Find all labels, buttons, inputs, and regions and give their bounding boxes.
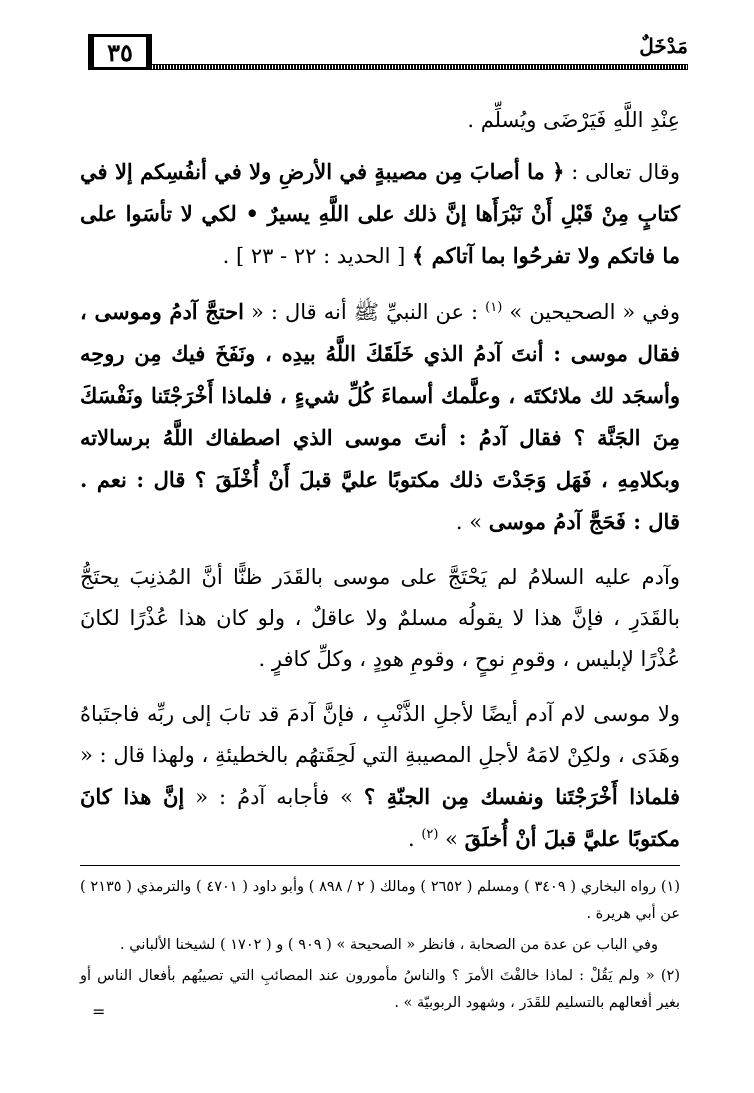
paragraph [80,291,680,543]
paragraph [80,100,680,141]
footnote-2: (٢) « ولم يَقُلْ : لماذا خالفْتَ الأمرَ ؟ والناسُ مأمورون عند المصائبِ التي تصيبُهم بأفعال الناس أو بغير أفعالهم بالتسليم للقَدَر ، وشهود الربوبيّة » . [80,968,680,1011]
paragraph-text: . [407,827,422,851]
header-rule [150,64,688,70]
page-header [88,34,688,78]
quran-quote: ﴿ ما أصابَ مِن مصيبةٍ في الأرضِ ولا في أنفُسِكم إلا في كتابٍ مِنْ قَبْلِ أَنْ نَبْرَأَها إنَّ ذلك على اللَّهِ يسيرٌ • لكي لا تأسَوا على ما فاتكم ولا تفرحُوا بما آتاكم ﴾ [80,159,680,268]
hadith-quote: احتجَّ آدمُ وموسى ، فقال موسى : أنتَ آدمُ الذي خَلَقَكَ اللَّهُ بيدِه ، ونَفَخَ فيك مِن روحِه وأسجَد لك ملائكتَه ، وعلَّمك أسماءَ كُلِّ شيءٍ ، فلماذا أَخْرَجْتَنا ونَفْسَكَ مِنَ الجَنَّة ؟ فقال آدمُ : أنتَ موسى الذي اصطفاك اللَّهُ برسالاته وبكلامِهِ ، فَهَل وَجَدْتَ ذلك مكتوبًا عليَّ قبلَ أَنْ أُخْلَقَ ؟ قال : نعم . قال : فَحَجَّ آدمُ موسى [80,299,680,534]
paragraph [80,557,680,680]
footnotes [80,874,680,1021]
quote-question: فلماذا أَخْرَجْتَنا ونفسك مِن الجنّةِ ؟ [363,784,680,809]
footnote-ref[interactable]: (٢) [421,827,439,842]
page-number: ٣٥ [88,34,152,70]
footnote-separator [80,865,680,866]
paragraph-text: عِنْدِ اللَّهِ فَيَرْضَى ويُسلِّم . [467,108,680,132]
running-head: مَدْخَلٌ [639,34,688,58]
paragraph-text: » . [455,510,489,534]
paragraph [80,151,680,277]
paragraph-text: » فأجابه آدمُ : « [184,785,364,809]
paragraph-text: : عن النبيِّ ﷺ أنه قال : « [244,300,486,324]
quran-reference: [ الحديد : ٢٢ - ٢٣ ] . [222,244,413,268]
quote-answer: إنَّ هذا كانَ مكتوبًا عليَّ قبلَ أنْ أُخلَقَ [80,784,680,851]
footnote-1-continued: وفي الباب عن عدة من الصحابة ، فانظر « الصحيحة » ( ٩٠٩ ) و ( ١٧٠٢ ) لشيخنا الألباني . [120,937,658,953]
main-text [80,100,680,874]
paragraph-text: ولا موسى لام آدم أيضًا لأجلِ الذَّنْبِ ، فإنَّ آدمَ قد تابَ إلى ربِّه فاجتَباهُ وهَدَى ، ولكِنْ لامَهُ لأجلِ المصيبةِ التي لَحِقَتهُم بالخطيئةِ ، ولهذا قال : « [80,702,680,767]
paragraph-text: وقال تعالى : [564,160,680,184]
footnote-1: (١) رواه البخاري ( ٣٤٠٩ ) ومسلم ( ٢٦٥٢ ) ومالك ( ٢ / ٨٩٨ ) وأبو داود ( ٤٧٠١ ) والترمذي ( ٢١٣٥ ) عن أبي هريرة . [80,879,680,922]
paragraph-text: » [438,827,465,851]
continuation-mark: = [92,1002,106,1021]
paragraph-text: وفي « الصحيحين » [502,300,680,324]
footnote-ref[interactable]: (١) [485,300,503,315]
paragraph [80,694,680,860]
paragraph-text: وآدم عليه السلامُ لم يَحْتَجَّ على موسى بالقَدَر ظنًّا أنَّ المُذنِبَ يحتَجُّ بالقَدَرِ ، فإنَّ هذا لا يقولُه مسلمٌ ولا عاقلٌ ، ولو كان هذا عُذْرًا لكانَ عُذْرًا لإبليس ، وقومِ نوحٍ ، وقومِ هودٍ ، وكلِّ كافرٍ . [80,565,680,671]
